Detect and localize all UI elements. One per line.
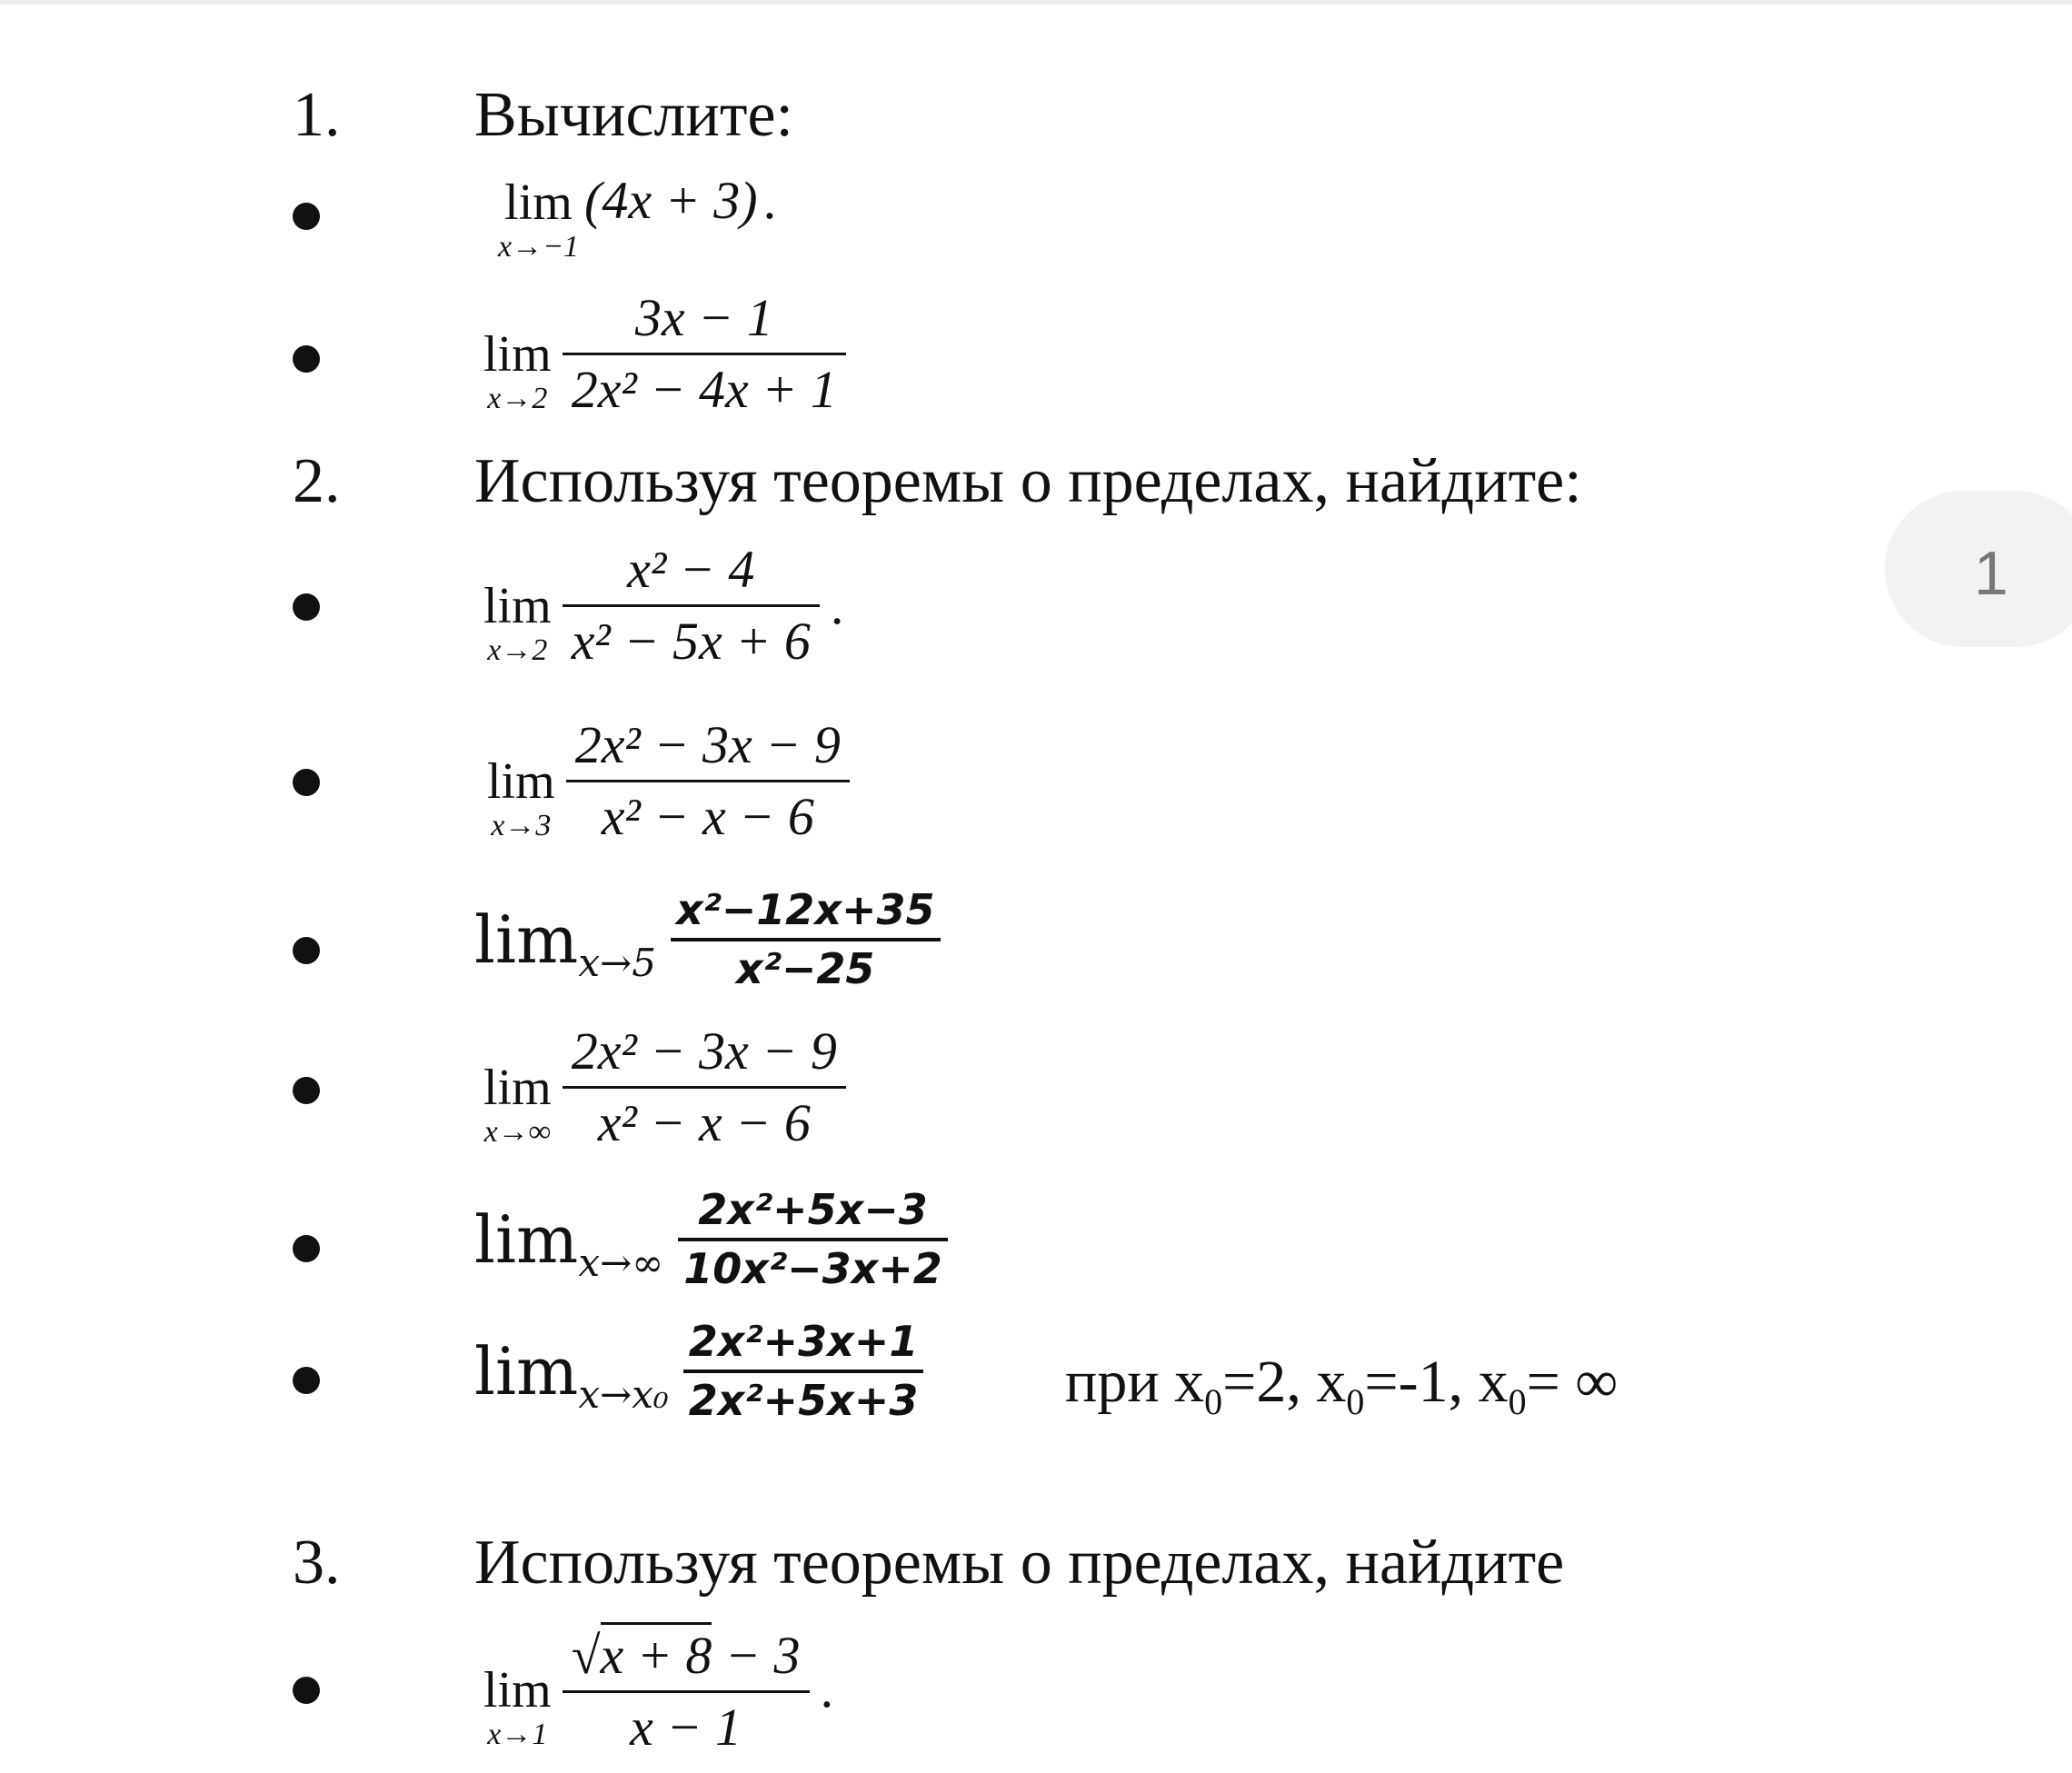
math-expression: lim x→2 $\frac{\text{x² − 4}}{\text{x² − 5x + 6}}$ . xyxy=(483,540,844,671)
section-title: Используя теоремы о пределах, найдите xyxy=(474,1528,1565,1598)
math-expression xyxy=(483,1022,852,1152)
bullet xyxy=(293,1367,320,1394)
bullet xyxy=(293,1235,320,1262)
fraction: $\frac{\text{x² − 4}}{\text{x² − 5x + 6}}$ xyxy=(563,541,820,671)
limit: lim x→∞ xyxy=(483,1060,552,1150)
bullet xyxy=(293,1677,320,1704)
fraction: $\frac{\text{2x² − 3x − 9}}{\text{x² − x − 6}}$ xyxy=(566,716,850,846)
fraction: 2x²+3x+1 2x²+5x+3 xyxy=(683,1318,924,1425)
math-expression: lim x→1 $\frac{√x + 8 - 3}{x - 1}$ . xyxy=(483,1622,833,1757)
section-title: Вычислите: xyxy=(474,80,793,150)
bullet xyxy=(293,345,320,373)
page-number-badge[interactable] xyxy=(1885,491,2072,647)
bullet xyxy=(293,769,320,796)
fraction: $\frac{√x + 8 - 3}{x - 1}$ xyxy=(563,1622,810,1757)
bullet xyxy=(293,937,320,964)
page-number: 1 xyxy=(1974,539,2008,608)
limit: lim x→2 xyxy=(483,326,552,416)
limit: lim x→1 xyxy=(483,1661,552,1751)
bullet xyxy=(293,593,320,621)
math-expression: lim x→x₀ 2x²+3x+1 2x²+5x+3 xyxy=(474,1318,923,1425)
limit: lim x→3 xyxy=(487,753,555,843)
section-number: 1. xyxy=(293,80,341,150)
fraction: $\frac{\text{2x² − 3x − 9}}{\text{x² − x − 6}}$ xyxy=(563,1022,846,1152)
math-expression: lim x→5 x²−12x+35 x²−25 xyxy=(474,886,941,993)
fraction: x²−12x+35 x²−25 xyxy=(671,886,941,993)
fraction: 2x²+5x−3 10x²−3x+2 xyxy=(678,1186,948,1293)
limit: lim x→−1 xyxy=(498,174,580,264)
limit: lim x→2 xyxy=(483,578,552,668)
bullet xyxy=(293,203,320,230)
math-expression xyxy=(483,289,852,419)
math-expression: lim x→−1 (4x + 3) . xyxy=(498,170,777,264)
condition-text: при $x_0=2$, $x_0=-1$, $x_0=$ ∞ xyxy=(1065,1349,1619,1423)
fraction: $\frac{3x - 1}{\text{2x² − 4x + 1}}$ xyxy=(563,289,846,419)
section-number: 3. xyxy=(293,1528,341,1598)
section-title: Используя теоремы о пределах, найдите: xyxy=(474,446,1582,516)
section-number: 2. xyxy=(293,446,341,516)
math-expression: lim x→∞ 2x²+5x−3 10x²−3x+2 xyxy=(474,1186,948,1293)
bullet xyxy=(293,1077,320,1104)
math-expression xyxy=(487,716,855,846)
